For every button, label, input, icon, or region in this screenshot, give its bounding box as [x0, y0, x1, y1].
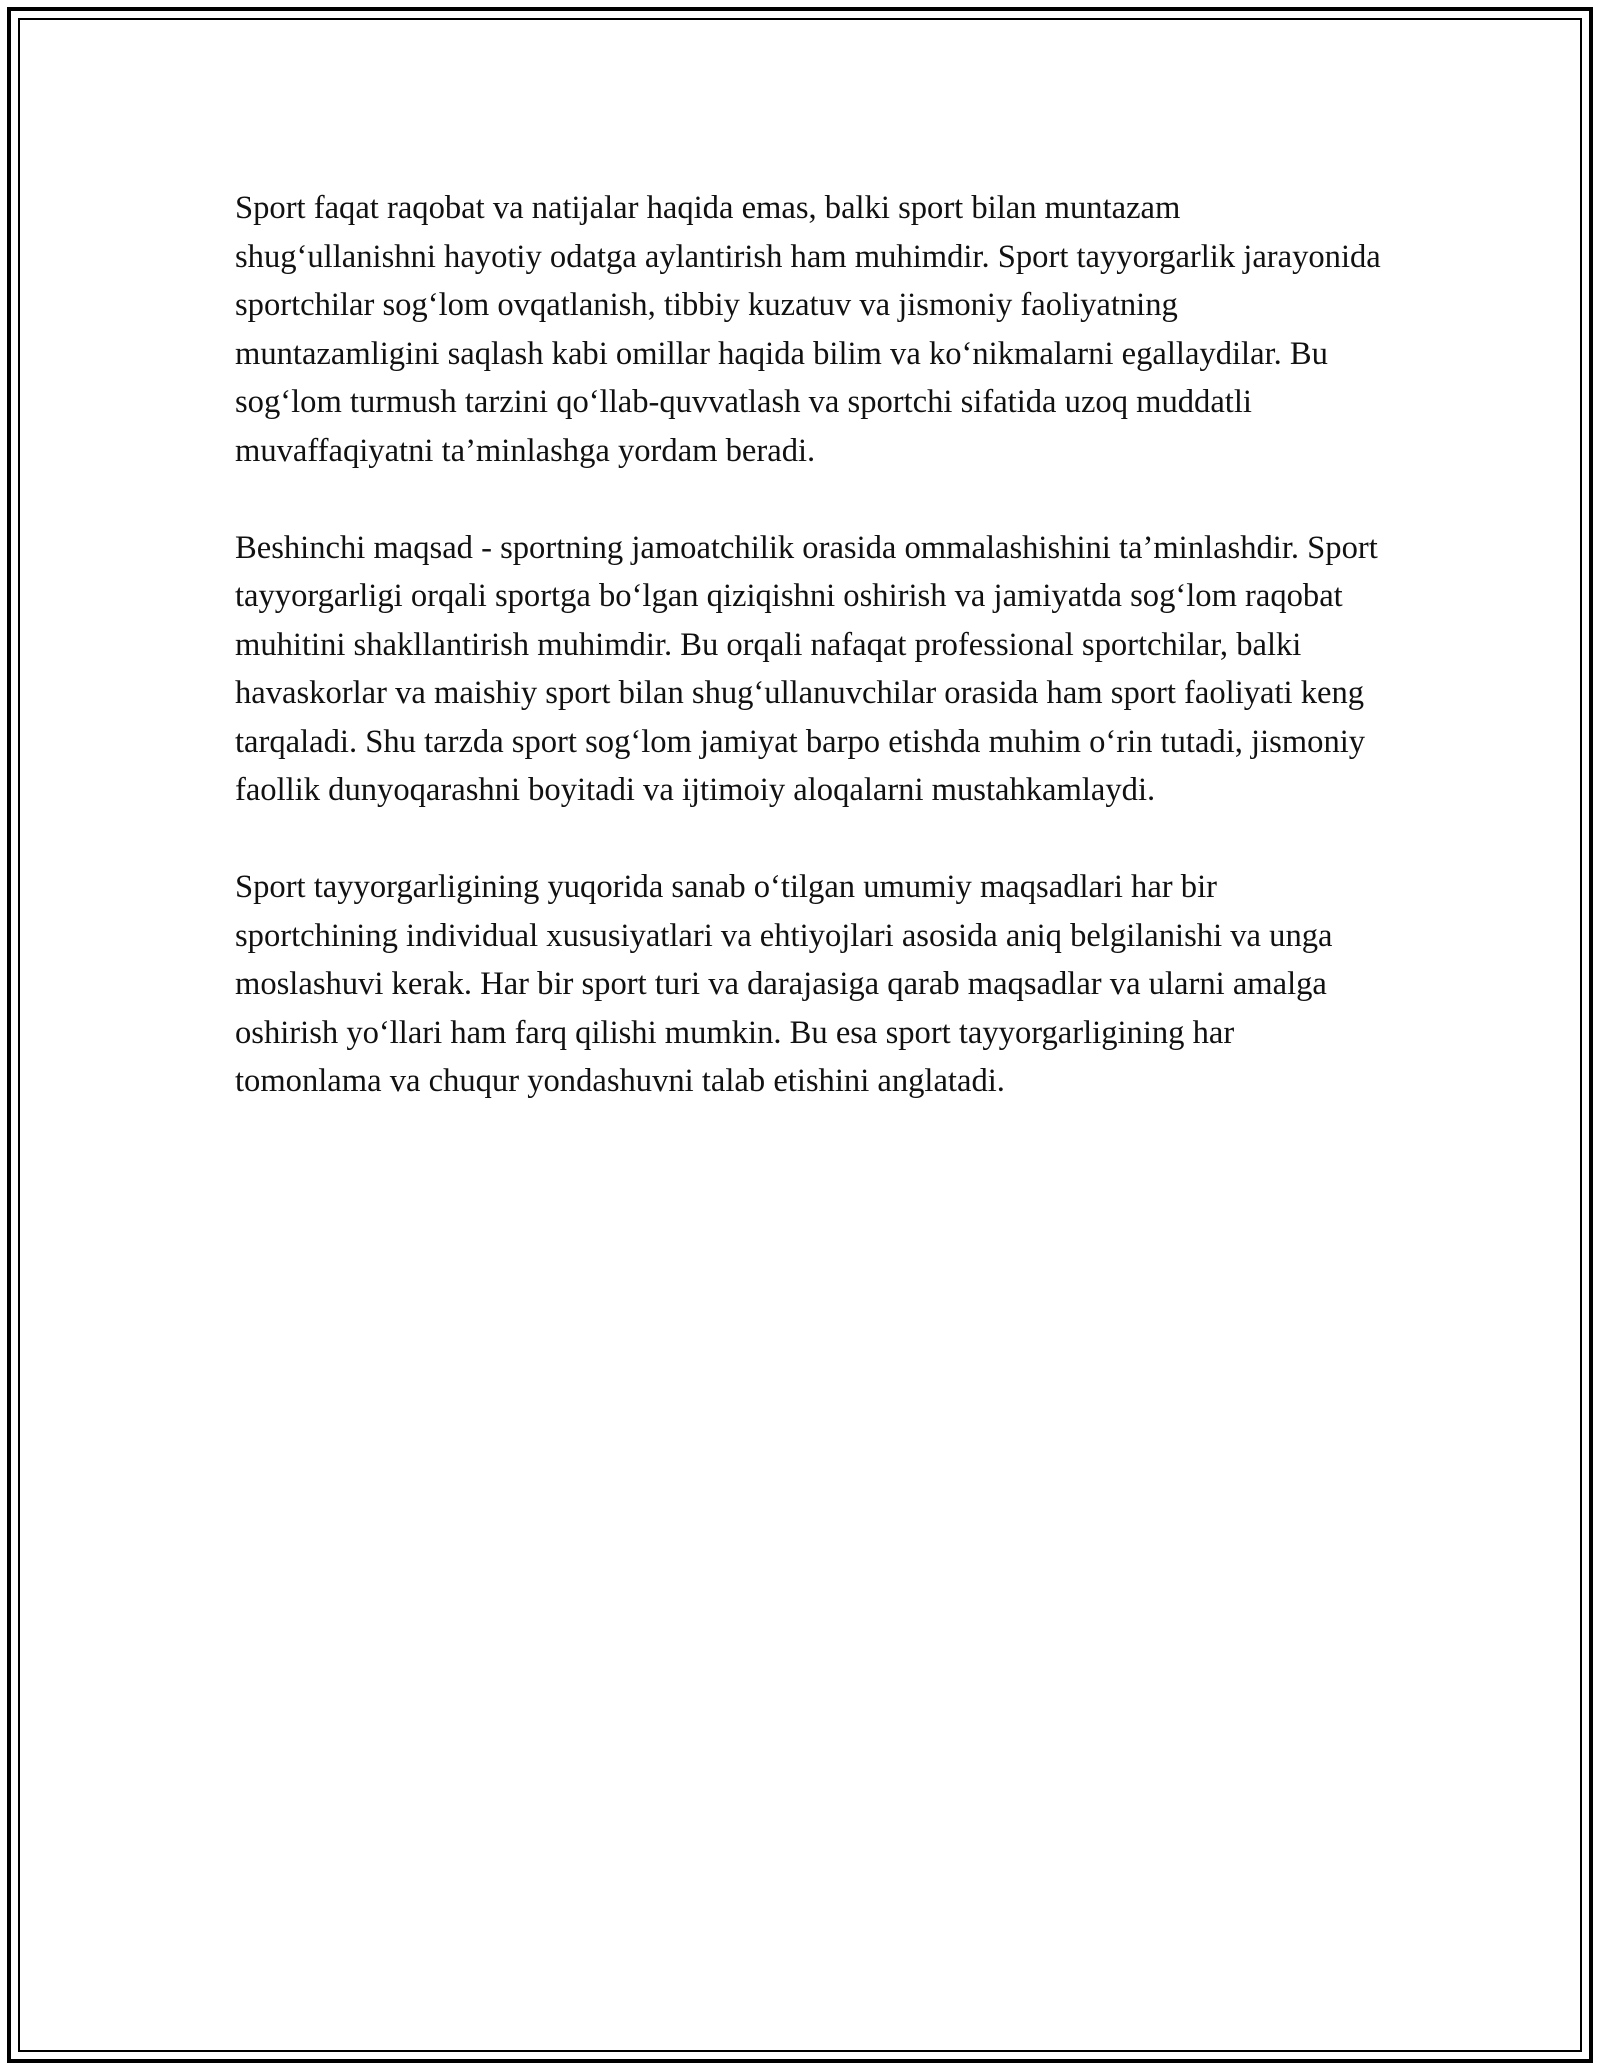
- paragraph-3: Sport tayyorgarligining yuqorida sanab o‘tilgan umumiy maqsadlari har bir sportchining individual xususiyatlari va ehtiyojlari asosida aniq belgilanishi va unga moslashuvi kerak. Har bir sport turi va darajasiga qarab maqsadlar va ularni amalga oshirish yo‘llari ham farq qilishi mumkin. Bu esa sport tayyorgarligining har tomonlama va chuqur yondashuvni talab etishini anglatadi.: [235, 869, 1333, 1099]
- paragraph-1: Sport faqat raqobat va natijalar haqida emas, balki sport bilan muntazam shug‘ullanishni hayotiy odatga aylantirish ham muhimdir. Sport tayyorgarlik jarayonida sportchilar sog‘lom ovqatlanish, tibbiy kuzatuv va jismoniy faoliyatning muntazamligini saqlash kabi omillar haqida bilim va ko‘nikmalarni egallaydilar. Bu sog‘lom turmush tarzini qo‘llab-quvvatlash va sportchi sifatida uzoq muddatli muvaffaqiyatni ta’minlashga yordam beradi.: [235, 190, 1381, 469]
- document-body: [235, 184, 1385, 1154]
- paragraph-2: Beshinchi maqsad - sportning jamoatchilik orasida ommalashishini ta’minlashdir. Sport tayyorgarligi orqali sportga bo‘lgan qiziqishni oshirish va jamiyatda sog‘lom raqobat muhitini shakllantirish muhimdir. Bu orqali nafaqat professional sportchilar, balki havaskorlar va maishiy sport bilan shug‘ullanuvchilar orasida ham sport faoliyati keng tarqaladi. Shu tarzda sport sog‘lom jamiyat barpo etishda muhim o‘rin tutadi, jismoniy faollik dunyoqarashni boyitadi va ijtimoiy aloqalarni mustahkamlaydi.: [235, 529, 1378, 808]
